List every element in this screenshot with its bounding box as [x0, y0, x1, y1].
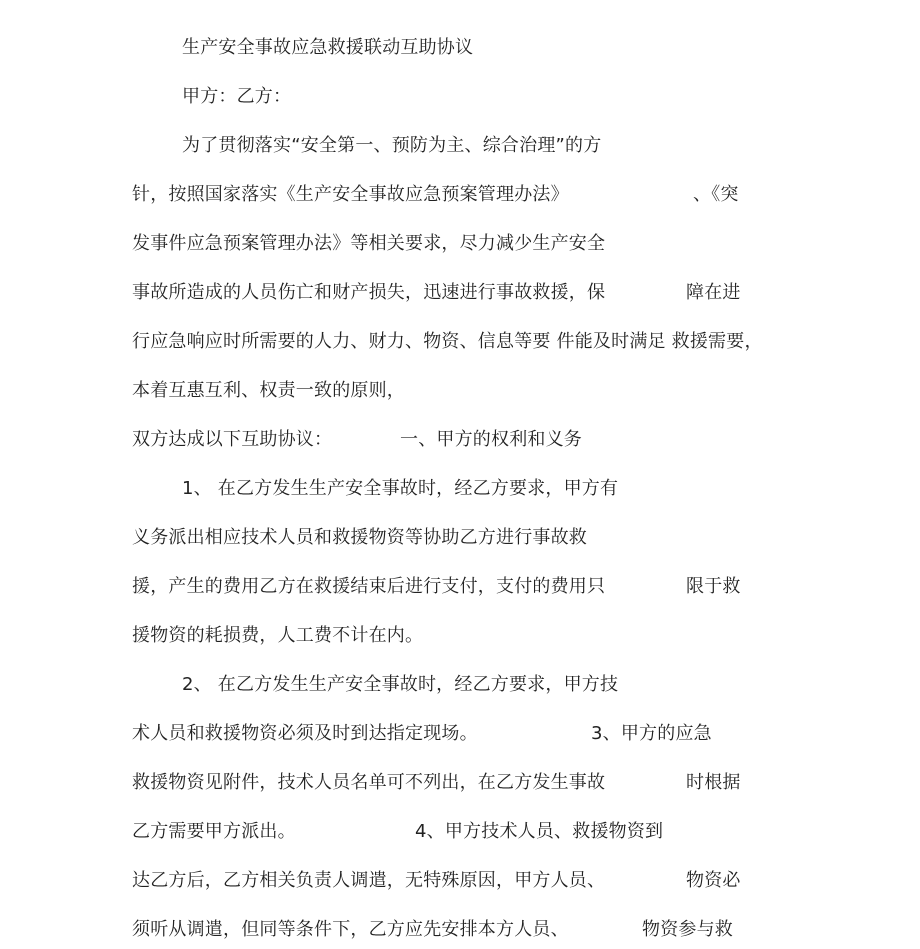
body-line: 为了贯彻落实“安全第一、预防为主、综合治理”的方	[182, 135, 602, 156]
body-line: 术人员和救援物资必须及时到达指定现场。	[132, 723, 478, 744]
document-title: 生产安全事故应急救援联动互助协议	[182, 37, 474, 58]
body-line: 援物资的耗损费，人工费不计在内。	[132, 625, 424, 646]
body-line: 1、 在乙方发生生产安全事故时，经乙方要求，甲方有	[182, 478, 619, 499]
body-line: 援，产生的费用乙方在救援结束后进行支付，支付的费用只	[132, 576, 606, 597]
section-heading: 一、甲方的权利和义务	[400, 429, 582, 450]
body-line: 须听从调遣，但同等条件下，乙方应先安排本方人员、	[132, 919, 569, 940]
body-line: 救援物资见附件，技术人员名单可不列出，在乙方发生事故	[132, 772, 606, 793]
body-line: 双方达成以下互助协议：	[132, 429, 333, 450]
body-line: 4、甲方技术人员、救援物资到	[415, 821, 664, 842]
body-line: 乙方需要甲方派出。	[132, 821, 296, 842]
body-line: 物资参与救	[642, 919, 733, 940]
body-line: 3、甲方的应急	[591, 723, 712, 744]
body-line: 义务派出相应技术人员和救援物资等协助乙方进行事故救	[132, 527, 587, 548]
body-line: 2、 在乙方发生生产安全事故时，经乙方要求，甲方技	[182, 674, 619, 695]
body-line: 障在进	[686, 282, 741, 303]
parties-line: 甲方：乙方：	[182, 86, 292, 107]
body-line: 针，按照国家落实《生产安全事故应急预案管理办法》	[132, 184, 569, 205]
body-line: 限于救	[686, 576, 741, 597]
body-line: 时根据	[686, 772, 741, 793]
body-line: 本着互惠互利、权责一致的原则，	[132, 380, 405, 401]
body-line: 发事件应急预案管理办法》等相关要求，尽力减少生产安全	[132, 233, 606, 254]
body-line: 事故所造成的人员伤亡和财产损失，迅速进行事故救援，保	[132, 282, 606, 303]
body-line: 达乙方后，乙方相关负责人调遣，无特殊原因，甲方人员、	[132, 870, 606, 891]
body-line: 、《突	[693, 184, 739, 205]
body-line: 行应急响应时所需要的人力、财力、物资、信息等要 件能及时满足 救援需要，	[132, 331, 763, 352]
body-line: 物资必	[686, 870, 741, 891]
